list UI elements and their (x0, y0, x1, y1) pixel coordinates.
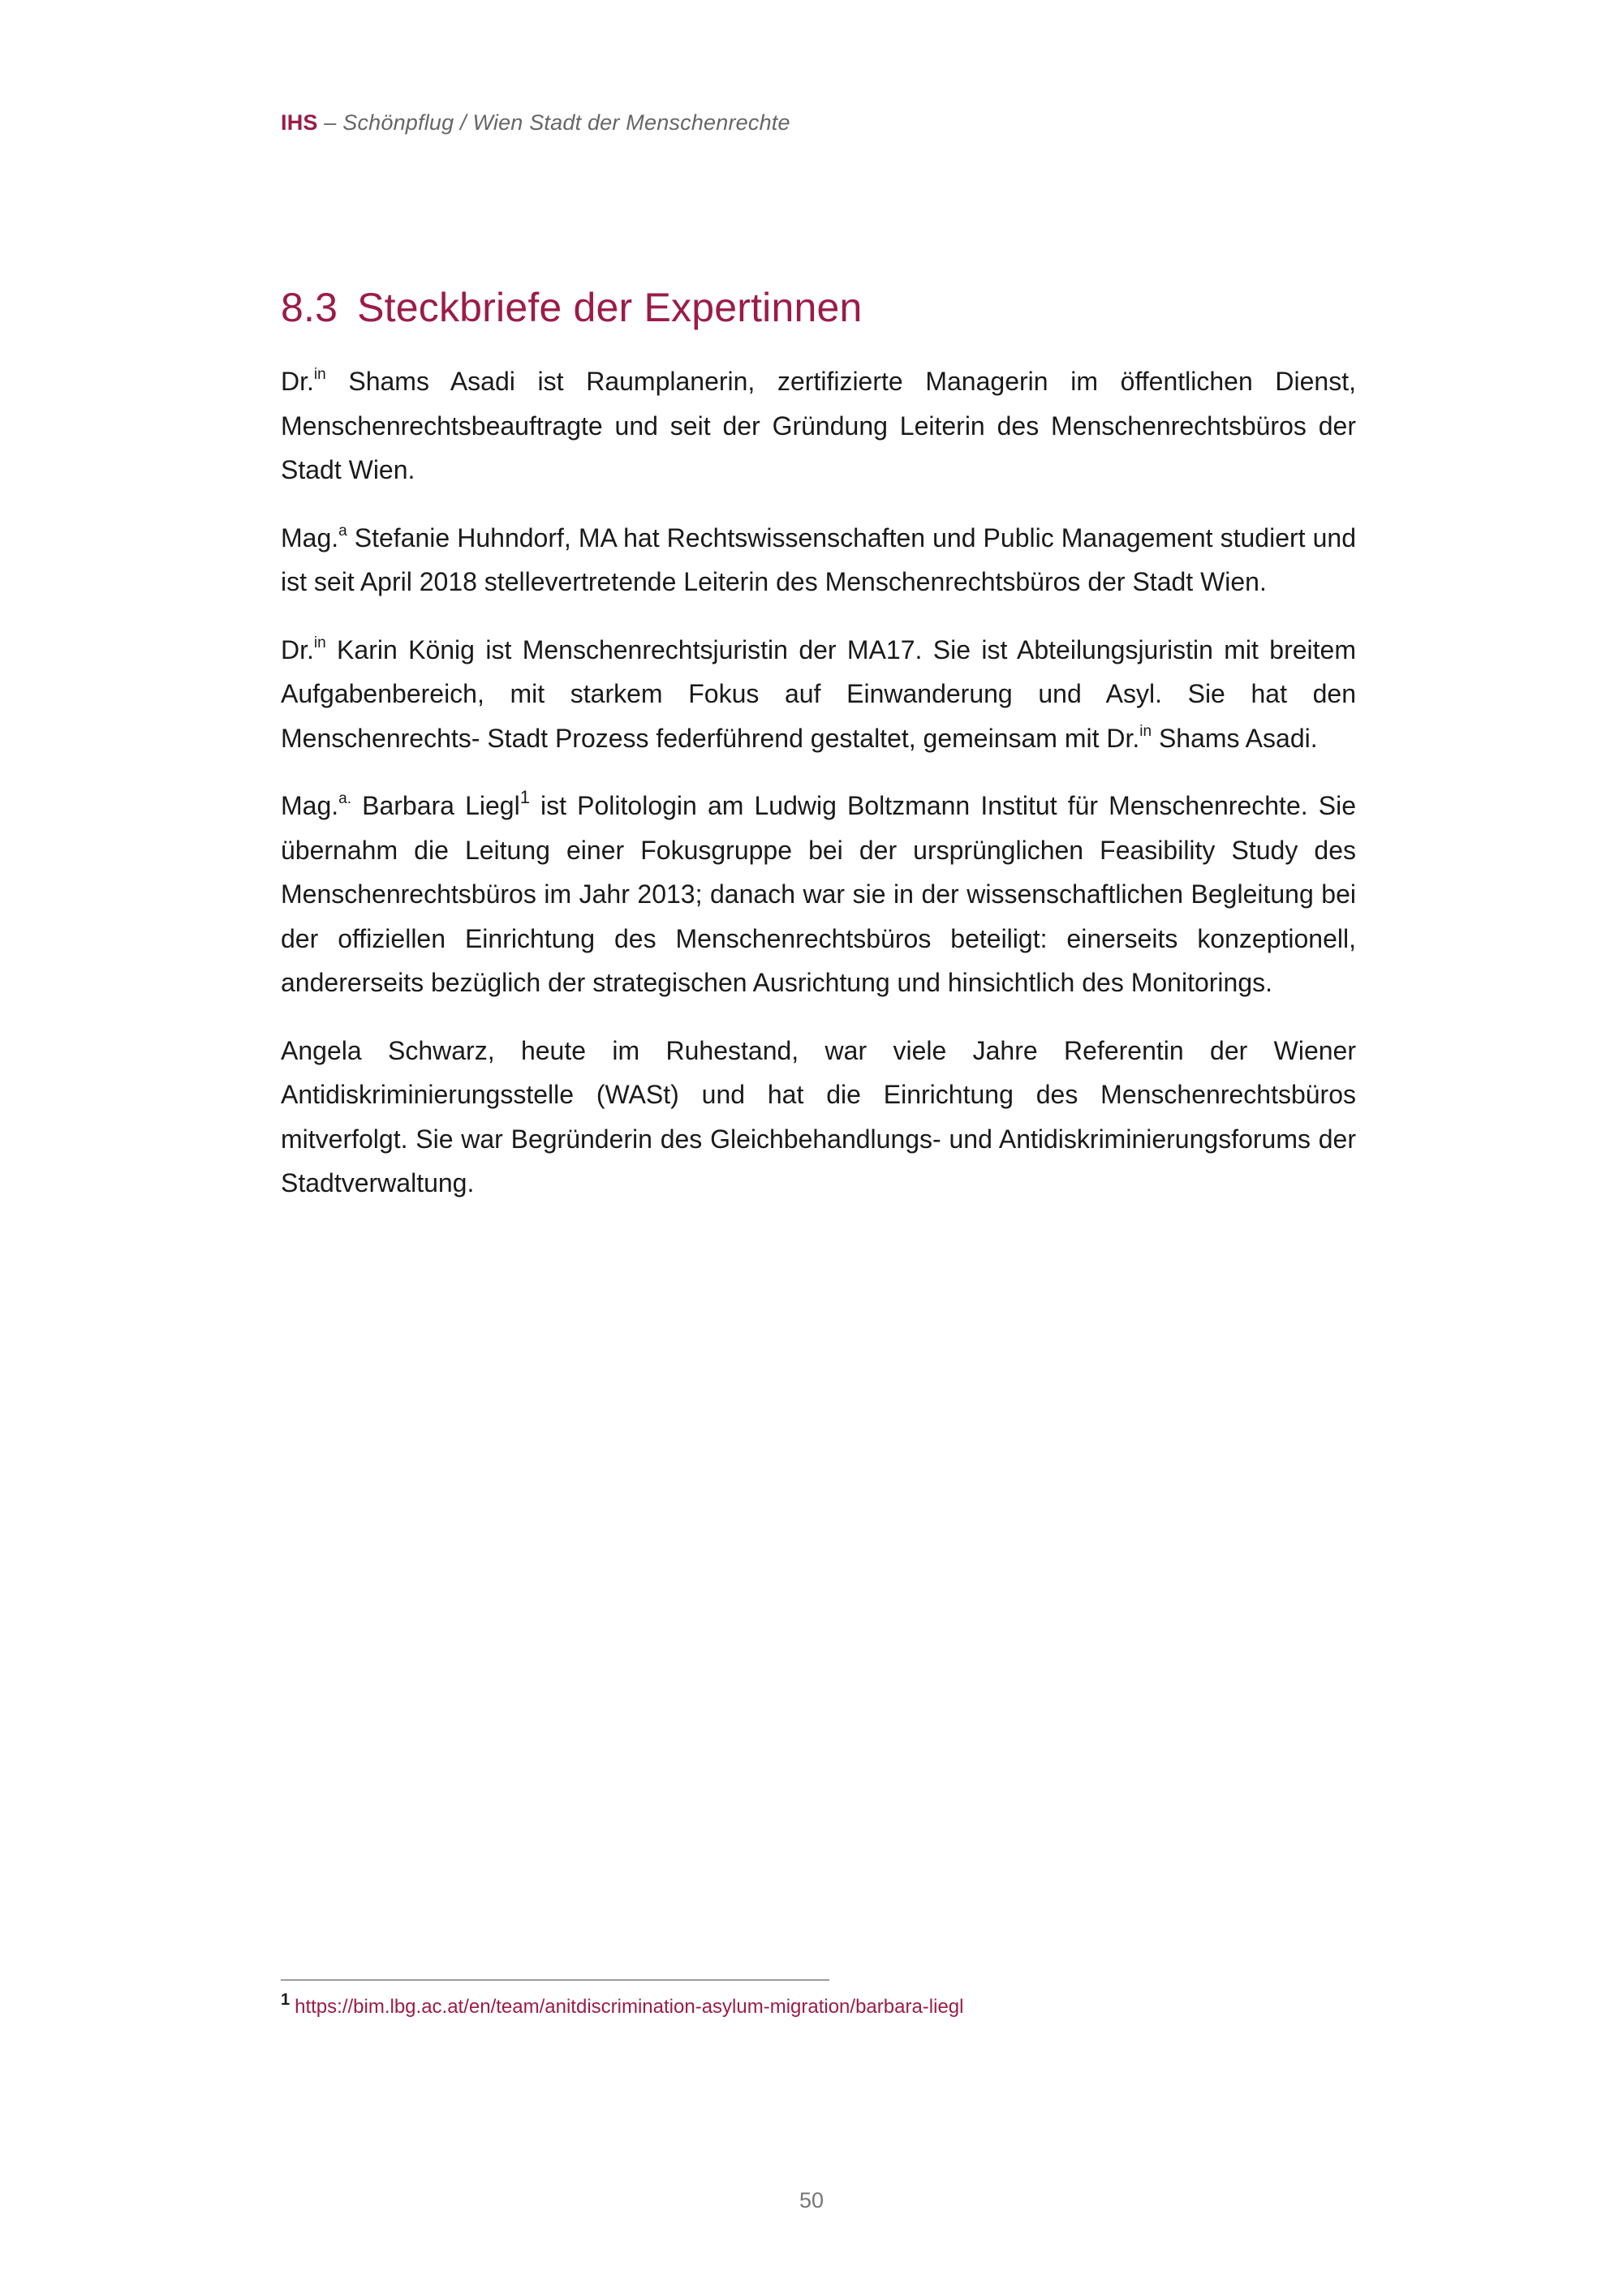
paragraph-koenig (281, 628, 1356, 761)
title-superscript: a (338, 522, 347, 540)
title-superscript: in (1139, 722, 1152, 740)
header-separator: – (317, 110, 343, 135)
title-prefix: Mag. (281, 791, 339, 820)
title-prefix: Dr. (281, 634, 314, 664)
section-heading (281, 284, 863, 331)
footnote-mark: 1 (281, 1991, 291, 2009)
title-superscript: in (313, 634, 326, 651)
paragraph-text: Shams Asadi ist Raumplanerin, zertifizierte Managerin im öffentlichen Dienst, Menschenrechtsbeauftragte und seit der Gründung Leiterin des Menschenrechtsbüros der Stadt Wien. (281, 367, 1356, 484)
header-doc-title: Schönpflug / Wien Stadt der Menschenrechte (342, 110, 790, 135)
paragraph-text: ist Politologin am Ludwig Boltzmann Institut für Menschenrechte. Sie übernahm die Leitung einer Fokusgruppe bei der ursprünglichen Feasibility Study des Menschenrechtsbüros im Jahr 2013; danach war sie in der wissenschaftlichen Begleitung bei der offiziellen Einrichtung des Menschenrechtsbüros beteiligt: einerseits konzeptionell, andererseits bezüglich der strategischen Ausrichtung und hinsichtlich des Monitorings. (281, 791, 1357, 997)
title-prefix: Mag. (281, 522, 339, 553)
paragraph-text: Stefanie Huhndorf, MA hat Rechtswissenschaften und Public Management studiert und ist seit April 2018 stellevertretende Leiterin des Menschenrechtsbüros der Stadt Wien. (281, 522, 1356, 596)
page-number: 50 (799, 2188, 824, 2212)
title-superscript: in (313, 366, 326, 383)
paragraph-asadi (281, 359, 1356, 492)
section-number: 8.3 (281, 285, 338, 330)
header-org: IHS (281, 110, 318, 135)
paragraph-liegl (281, 784, 1356, 1005)
body-text (281, 359, 1356, 1229)
section-title: Steckbriefe der Expertinnen (357, 285, 863, 330)
footnote-reference[interactable]: 1 (519, 787, 530, 807)
running-header (281, 110, 790, 135)
paragraph-text: Angela Schwarz, heute im Ruhestand, war viele Jahre Referentin der Wiener Antidiskriminierungsstelle (WASt) und hat die Einrichtung des Menschenrechtsbüros mitverfolgt. Sie war Begründerin des Gleichbehandlungs- und Antidiskriminierungsforums der Stadtverwaltung. (281, 1035, 1356, 1197)
paragraph-text-end: Shams Asadi. (1152, 723, 1318, 753)
title-superscript: a. (338, 790, 351, 807)
paragraph-huhndorf (281, 516, 1356, 604)
title-prefix: Dr. (281, 367, 314, 396)
footnote-link[interactable]: https://bim.lbg.ac.at/en/team/anitdiscrimination-asylum-migration/barbara-liegl (295, 1996, 964, 2018)
paragraph-text: Karin König ist Menschenrechtsjuristin der MA17. Sie ist Abteilungsjuristin mit breitem Aufgabenbereich, mit starkem Fokus auf Einwanderung und Asyl. Sie hat den Menschenrechts- Stadt Prozess federführend gestaltet, gemeinsam mit Dr. (281, 634, 1356, 753)
person-name: Barbara Liegl (351, 791, 520, 820)
paragraph-schwarz (281, 1029, 1356, 1206)
footnote (281, 1991, 964, 2019)
